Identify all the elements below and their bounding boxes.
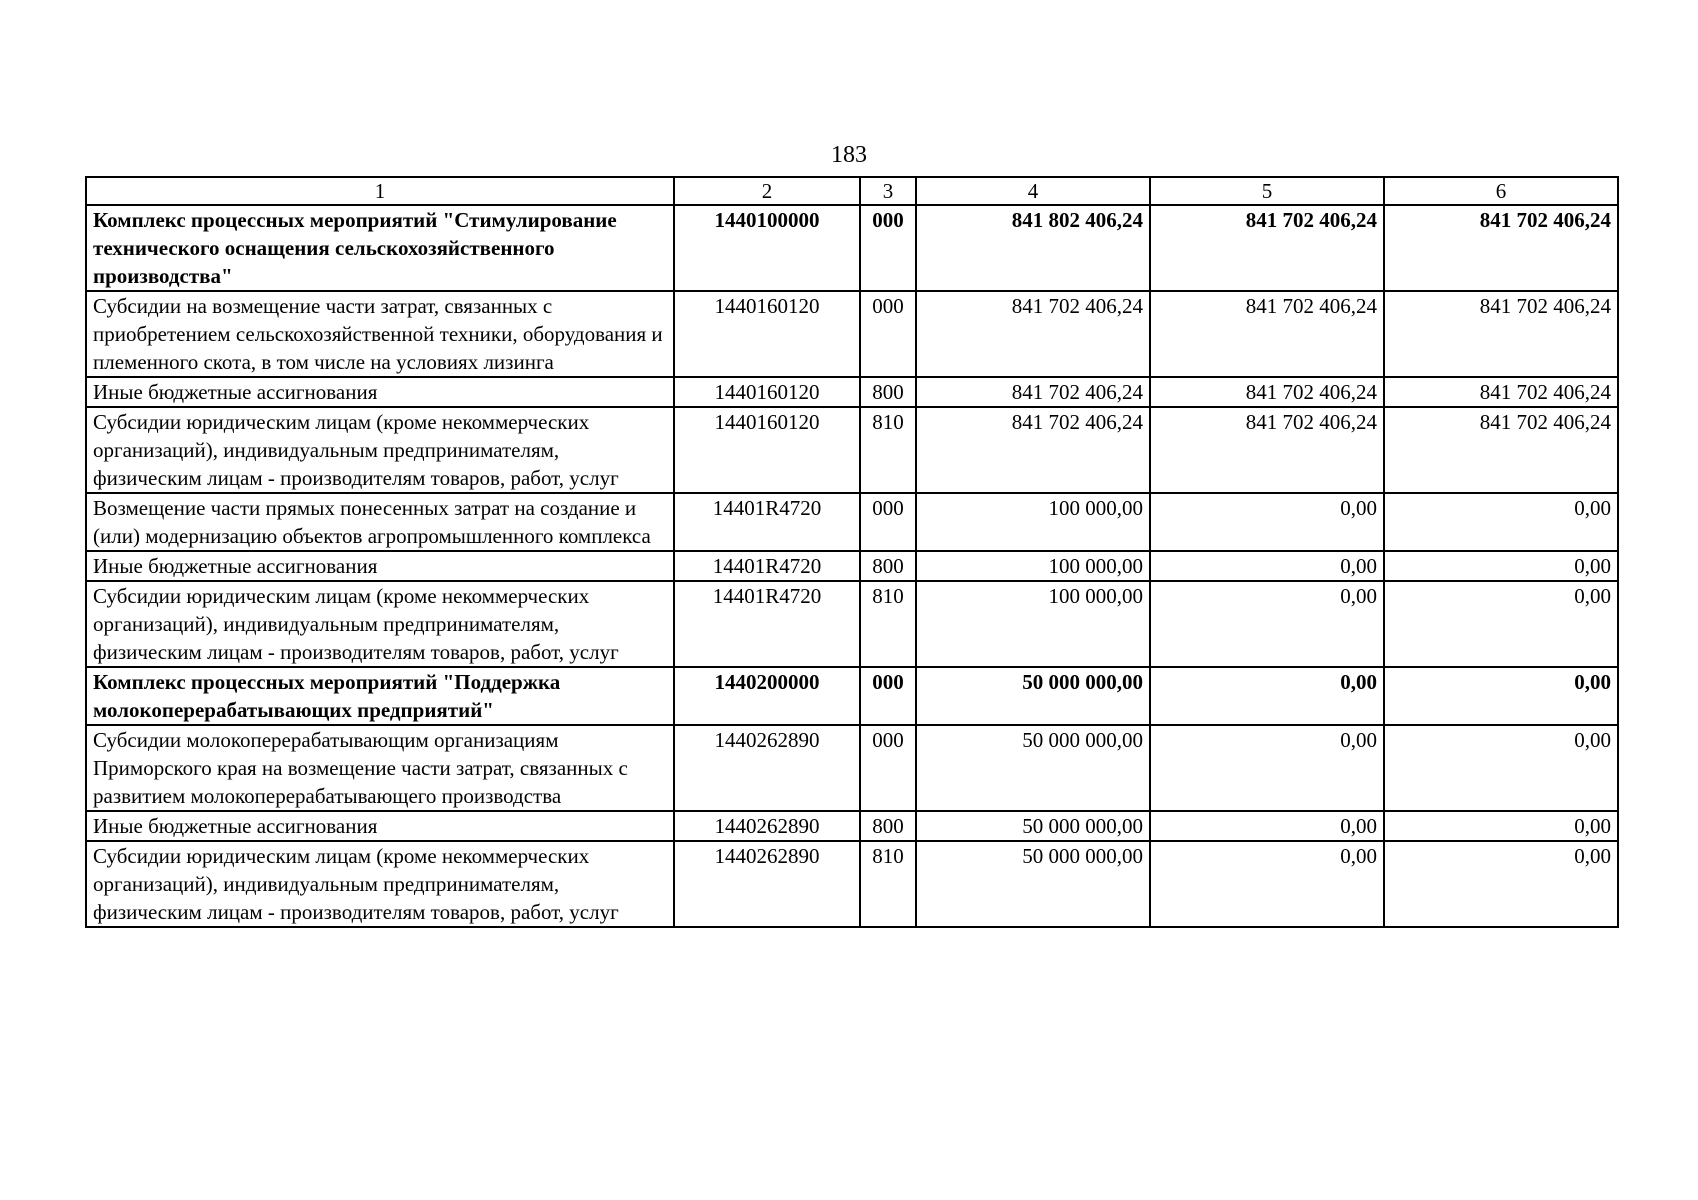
column-header-6: 6	[1384, 177, 1618, 205]
header-row	[86, 177, 1618, 205]
table-row	[86, 581, 1618, 667]
row-value-4: 50 000 000,00	[916, 811, 1150, 841]
row-value-5: 841 702 406,24	[1150, 377, 1384, 407]
table-row	[86, 377, 1618, 407]
row-code: 1440262890	[674, 811, 860, 841]
row-name: Субсидии юридическим лицам (кроме некоммерческих организаций), индивидуальным предпринимателям, физическим лицам - производителям товаров, работ, услуг	[86, 841, 674, 927]
row-value-5: 0,00	[1150, 811, 1384, 841]
row-name: Иные бюджетные ассигнования	[86, 377, 674, 407]
row-value-5: 0,00	[1150, 725, 1384, 811]
row-value-4: 50 000 000,00	[916, 667, 1150, 725]
row-type: 800	[860, 377, 916, 407]
row-value-6: 841 702 406,24	[1384, 291, 1618, 377]
row-value-4: 841 702 406,24	[916, 291, 1150, 377]
row-name: Субсидии юридическим лицам (кроме некоммерческих организаций), индивидуальным предпринимателям, физическим лицам - производителям товаров, работ, услуг	[86, 581, 674, 667]
row-value-6: 0,00	[1384, 811, 1618, 841]
row-value-6: 841 702 406,24	[1384, 205, 1618, 291]
column-header-2: 2	[674, 177, 860, 205]
column-header-1: 1	[86, 177, 674, 205]
row-value-4: 50 000 000,00	[916, 841, 1150, 927]
row-code: 14401R4720	[674, 581, 860, 667]
row-value-6: 0,00	[1384, 725, 1618, 811]
row-value-6: 841 702 406,24	[1384, 407, 1618, 493]
row-name: Субсидии на возмещение части затрат, связанных с приобретением сельскохозяйственной техники, оборудования и племенного скота, в том числе на условиях лизинга	[86, 291, 674, 377]
table-row	[86, 291, 1618, 377]
row-code: 1440262890	[674, 725, 860, 811]
row-code: 1440200000	[674, 667, 860, 725]
row-value-5: 0,00	[1150, 551, 1384, 581]
row-name: Субсидии молокоперерабатывающим организациям Приморского края на возмещение части затрат, связанных с развитием молокоперерабатывающего производства	[86, 725, 674, 811]
column-header-3: 3	[860, 177, 916, 205]
row-value-5: 0,00	[1150, 581, 1384, 667]
row-name: Возмещение части прямых понесенных затрат на создание и (или) модернизацию объектов агропромышленного комплекса	[86, 493, 674, 551]
row-value-6: 0,00	[1384, 667, 1618, 725]
row-value-6: 841 702 406,24	[1384, 377, 1618, 407]
row-type: 000	[860, 493, 916, 551]
row-type: 000	[860, 667, 916, 725]
row-value-4: 100 000,00	[916, 581, 1150, 667]
row-name: Иные бюджетные ассигнования	[86, 811, 674, 841]
row-code: 1440160120	[674, 377, 860, 407]
row-type: 810	[860, 407, 916, 493]
row-value-5: 0,00	[1150, 841, 1384, 927]
table-row	[86, 811, 1618, 841]
table-row	[86, 841, 1618, 927]
row-name: Иные бюджетные ассигнования	[86, 551, 674, 581]
row-value-4: 841 802 406,24	[916, 205, 1150, 291]
row-name: Комплекс процессных мероприятий "Стимулирование технического оснащения сельскохозяйственного производства"	[86, 205, 674, 291]
row-value-6: 0,00	[1384, 551, 1618, 581]
row-code: 1440100000	[674, 205, 860, 291]
row-type: 800	[860, 811, 916, 841]
row-code: 1440160120	[674, 407, 860, 493]
table-row	[86, 205, 1618, 291]
row-name: Субсидии юридическим лицам (кроме некоммерческих организаций), индивидуальным предпринимателям, физическим лицам - производителям товаров, работ, услуг	[86, 407, 674, 493]
row-value-6: 0,00	[1384, 841, 1618, 927]
row-value-4: 100 000,00	[916, 551, 1150, 581]
row-type: 000	[860, 291, 916, 377]
row-type: 800	[860, 551, 916, 581]
row-type: 000	[860, 205, 916, 291]
row-value-4: 100 000,00	[916, 493, 1150, 551]
row-code: 1440160120	[674, 291, 860, 377]
row-value-5: 841 702 406,24	[1150, 407, 1384, 493]
table-row	[86, 725, 1618, 811]
row-value-4: 841 702 406,24	[916, 377, 1150, 407]
row-value-5: 841 702 406,24	[1150, 205, 1384, 291]
row-value-5: 0,00	[1150, 493, 1384, 551]
row-value-4: 50 000 000,00	[916, 725, 1150, 811]
row-type: 810	[860, 581, 916, 667]
row-code: 1440262890	[674, 841, 860, 927]
table-row	[86, 493, 1618, 551]
table-row	[86, 551, 1618, 581]
row-value-6: 0,00	[1384, 493, 1618, 551]
row-code: 14401R4720	[674, 551, 860, 581]
table-row	[86, 407, 1618, 493]
budget-table	[85, 176, 1619, 928]
row-value-5: 841 702 406,24	[1150, 291, 1384, 377]
column-header-5: 5	[1150, 177, 1384, 205]
column-header-4: 4	[916, 177, 1150, 205]
table-row	[86, 667, 1618, 725]
page-number: 183	[831, 142, 867, 168]
row-code: 14401R4720	[674, 493, 860, 551]
row-value-5: 0,00	[1150, 667, 1384, 725]
row-value-6: 0,00	[1384, 581, 1618, 667]
row-type: 000	[860, 725, 916, 811]
row-type: 810	[860, 841, 916, 927]
row-name: Комплекс процессных мероприятий "Поддержка молокоперерабатывающих предприятий"	[86, 667, 674, 725]
row-value-4: 841 702 406,24	[916, 407, 1150, 493]
